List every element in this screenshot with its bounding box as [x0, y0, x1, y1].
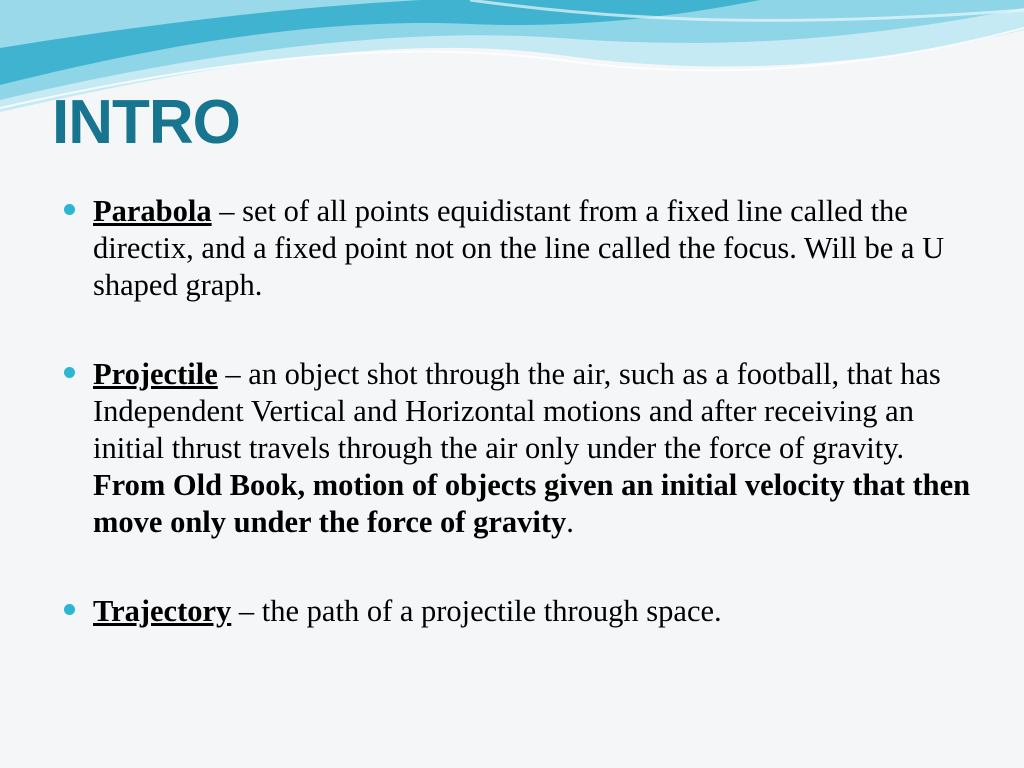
bullet-dot-icon — [64, 204, 75, 215]
bullet-trajectory — [64, 593, 974, 630]
definition-trajectory: – the path of a projectile through space. — [231, 594, 722, 628]
slide-title: INTRO — [52, 88, 240, 157]
term-projectile: Projectile — [93, 357, 218, 391]
old-book-definition: From Old Book, motion of objects given an initial velocity that then move only under the force of gravity — [93, 468, 971, 539]
bullet-list — [64, 193, 974, 630]
term-trajectory: Trajectory — [93, 594, 232, 628]
definition-projectile: – an object shot through the air, such as a football, that has Independent Vertical and Horizontal motions and after receiving an initial thrust travels through the air only under the force of gravity. — [93, 357, 941, 465]
bullet-parabola — [64, 193, 974, 304]
definition-tail: . — [566, 505, 574, 539]
bullet-dot-icon — [64, 367, 75, 378]
bullet-projectile — [64, 356, 974, 541]
term-parabola: Parabola — [93, 194, 212, 228]
bullet-dot-icon — [64, 604, 75, 615]
definition-parabola: – set of all points equidistant from a fixed line called the directix, and a fixed point not on the line called the focus. Will be a U shaped graph. — [93, 194, 945, 302]
